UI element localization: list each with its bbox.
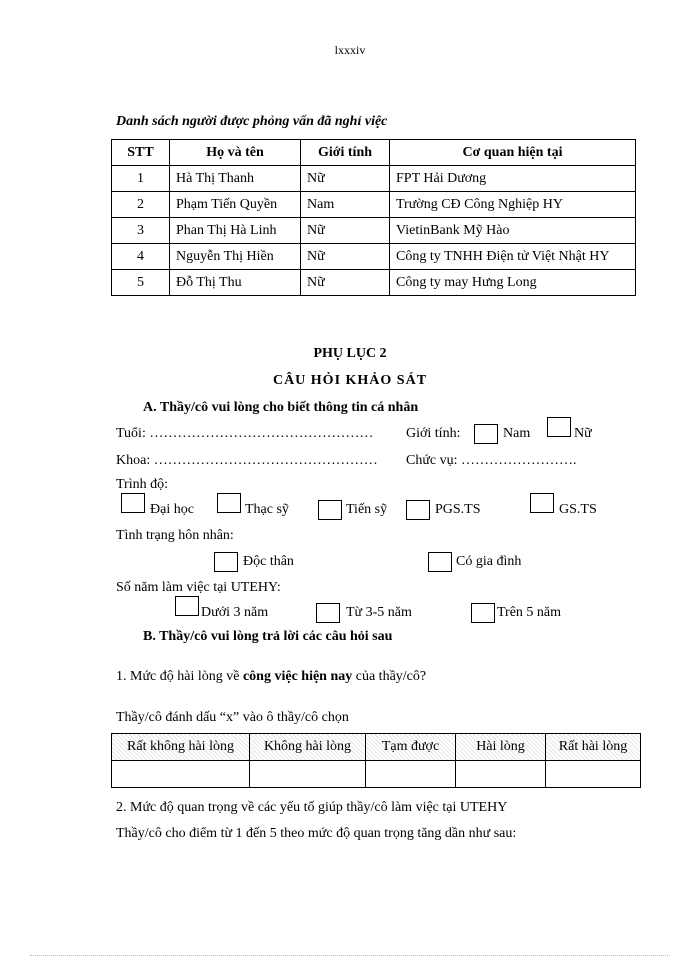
cell-stt: 4 xyxy=(112,244,170,270)
gender-female-checkbox[interactable] xyxy=(547,417,571,437)
education-prof-label: GS.TS xyxy=(559,502,597,517)
survey-title: CÂU HỎI KHẢO SÁT xyxy=(272,373,428,388)
rating-answer-cell[interactable] xyxy=(250,761,366,788)
page-bottom-divider xyxy=(30,955,670,956)
question-1 xyxy=(116,669,426,685)
education-assoc-prof-label: PGS.TS xyxy=(435,502,481,517)
education-assoc-prof-checkbox[interactable] xyxy=(406,500,430,520)
cell-name: Đỗ Thị Thu xyxy=(170,270,301,296)
position-line: Chức vụ: ……………………. xyxy=(406,453,577,468)
rating-very-satisfied: Rất hài lòng xyxy=(546,734,641,761)
table-header-row xyxy=(112,140,636,166)
cell-gender: Nữ xyxy=(301,270,390,296)
cell-name: Hà Thị Thanh xyxy=(170,166,301,192)
marital-married-checkbox[interactable] xyxy=(428,552,452,572)
section-b-title: B. Thầy/cô vui lòng trả lời các câu hỏi sau xyxy=(143,629,393,644)
education-prof-checkbox[interactable] xyxy=(530,493,554,513)
years-over5-checkbox[interactable] xyxy=(471,603,495,623)
satisfaction-rating-table xyxy=(111,733,641,788)
marital-single-label: Độc thân xyxy=(243,554,294,569)
table-row xyxy=(112,244,636,270)
appendix-title: PHỤ LỤC 2 xyxy=(313,346,387,361)
cell-name: Phan Thị Hà Linh xyxy=(170,218,301,244)
education-bachelor-checkbox[interactable] xyxy=(121,493,145,513)
marital-married-label: Có gia đình xyxy=(456,554,522,569)
question-2: 2. Mức độ quan trọng về các yếu tố giúp thầy/cô làm việc tại UTEHY xyxy=(116,800,508,815)
cell-workplace: Trường CĐ Công Nghiệp HY xyxy=(390,192,636,218)
cell-stt: 3 xyxy=(112,218,170,244)
cell-workplace: Công ty may Hưng Long xyxy=(390,270,636,296)
years-over5-label: Trên 5 năm xyxy=(497,605,562,620)
rating-answer-row xyxy=(112,761,641,788)
cell-workplace: FPT Hải Dương xyxy=(390,166,636,192)
cell-gender: Nam xyxy=(301,192,390,218)
cell-name: Nguyễn Thị Hiền xyxy=(170,244,301,270)
interviewee-list-caption: Danh sách người được phỏng vấn đã nghỉ việc xyxy=(116,114,388,129)
question-2-instruction: Thầy/cô cho điểm từ 1 đến 5 theo mức độ quan trọng tăng dần như sau: xyxy=(116,826,517,841)
education-master-label: Thạc sỹ xyxy=(245,502,289,517)
rating-answer-cell[interactable] xyxy=(546,761,641,788)
header-workplace: Cơ quan hiện tại xyxy=(390,140,636,166)
page-number: lxxxiv xyxy=(334,43,366,57)
cell-workplace: VietinBank Mỹ Hào xyxy=(390,218,636,244)
interviewee-table xyxy=(111,139,636,296)
header-gender: Giới tính xyxy=(301,140,390,166)
question-1-prefix: 1. Mức độ hài lòng về xyxy=(116,669,243,684)
question-1-suffix: của thầy/cô? xyxy=(352,669,427,684)
years-label: Số năm làm việc tại UTEHY: xyxy=(116,580,281,595)
gender-label: Giới tính: xyxy=(406,426,461,441)
rating-very-dissatisfied: Rất không hài lòng xyxy=(112,734,250,761)
rating-satisfied: Hài lòng xyxy=(456,734,546,761)
table-row xyxy=(112,166,636,192)
cell-name: Phạm Tiến Quyền xyxy=(170,192,301,218)
education-bachelor-label: Đại học xyxy=(150,502,194,517)
gender-male-label: Nam xyxy=(503,426,531,441)
rating-answer-cell[interactable] xyxy=(112,761,250,788)
table-row xyxy=(112,192,636,218)
rating-instruction: Thầy/cô đánh dấu “x” vào ô thầy/cô chọn xyxy=(116,710,349,725)
cell-gender: Nữ xyxy=(301,244,390,270)
question-1-emphasis: công việc hiện nay xyxy=(242,669,353,684)
education-doctor-label: Tiến sỹ xyxy=(346,502,388,517)
rating-answer-cell[interactable] xyxy=(456,761,546,788)
gender-female-label: Nữ xyxy=(574,426,592,441)
gender-male-checkbox[interactable] xyxy=(474,424,498,444)
education-master-checkbox[interactable] xyxy=(217,493,241,513)
marital-single-checkbox[interactable] xyxy=(214,552,238,572)
table-row xyxy=(112,270,636,296)
years-under3-checkbox[interactable] xyxy=(175,596,199,616)
education-doctor-checkbox[interactable] xyxy=(318,500,342,520)
cell-gender: Nữ xyxy=(301,218,390,244)
cell-workplace: Công ty TNHH Điện tử Việt Nhật HY xyxy=(390,244,636,270)
rating-dissatisfied: Không hài lòng xyxy=(250,734,366,761)
faculty-line: Khoa: ………………………………………… xyxy=(116,453,378,468)
rating-neutral: Tạm được xyxy=(366,734,456,761)
years-under3-label: Dưới 3 năm xyxy=(201,605,269,620)
age-line: Tuổi: ………………………………………… xyxy=(116,426,374,441)
cell-gender: Nữ xyxy=(301,166,390,192)
education-label: Trình độ: xyxy=(116,477,169,492)
section-a-title: A. Thầy/cô vui lòng cho biết thông tin cá nhân xyxy=(143,400,419,415)
table-row xyxy=(112,218,636,244)
years-3to5-label: Từ 3-5 năm xyxy=(346,605,412,620)
rating-header-row xyxy=(112,734,641,761)
cell-stt: 1 xyxy=(112,166,170,192)
marital-label: Tình trạng hôn nhân: xyxy=(116,528,234,543)
header-name: Họ và tên xyxy=(170,140,301,166)
header-stt: STT xyxy=(112,140,170,166)
cell-stt: 2 xyxy=(112,192,170,218)
cell-stt: 5 xyxy=(112,270,170,296)
years-3to5-checkbox[interactable] xyxy=(316,603,340,623)
rating-answer-cell[interactable] xyxy=(366,761,456,788)
